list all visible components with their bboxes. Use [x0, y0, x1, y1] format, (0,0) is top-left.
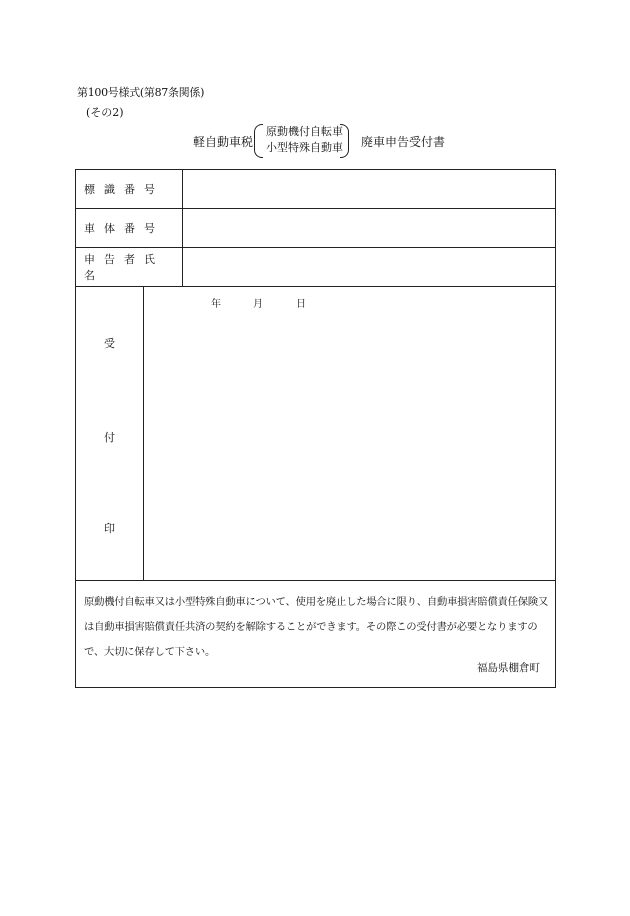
plate-number-row [76, 170, 555, 209]
date-day: 日 [296, 299, 306, 310]
plate-number-field[interactable] [184, 170, 555, 208]
stamp-char-attach: 付 [104, 431, 115, 444]
stamp-char-receive: 受 [104, 337, 115, 350]
plate-number-label: 標識番号 [76, 170, 183, 208]
stamp-char-seal: 印 [104, 522, 115, 535]
left-brace-icon [254, 124, 263, 158]
tax-name: 軽自動車税 [193, 135, 254, 149]
stamp-area[interactable] [144, 287, 555, 580]
declarant-name-label: 申告者氏名 [76, 248, 183, 286]
declarant-name-field[interactable] [184, 248, 555, 286]
vehicle-type-special: 小型特殊自動車 [266, 141, 343, 154]
sub-number: (その2) [86, 106, 124, 119]
document-name: 廃車申告受付書 [361, 135, 446, 149]
date-month: 月 [253, 299, 263, 310]
chassis-number-label: 車体番号 [76, 209, 183, 247]
declarant-name-row [76, 248, 555, 287]
issuer: 福島県棚倉町 [477, 662, 540, 674]
receipt-stamp-section [76, 287, 555, 581]
chassis-number-field[interactable] [184, 209, 555, 247]
notice-text: 原動機付自転車又は小型特殊自動車について、使用を廃止した場合に限り、自動車損害賠償責任保険又は自動車損害賠償責任共済の契約を解除することができます。その際この受付書が必要となりますので、大切に保存して下さい。 [84, 596, 549, 658]
vehicle-types [266, 124, 343, 156]
date-year: 年 [211, 299, 221, 310]
form-table [75, 169, 556, 688]
document-title [0, 120, 630, 168]
vehicle-type-moped: 原動機付自転車 [266, 125, 343, 138]
form-number: 第100号様式(第87条関係) [77, 86, 205, 99]
right-brace-icon [340, 124, 349, 158]
receipt-stamp-label [76, 287, 144, 580]
chassis-number-row [76, 209, 555, 248]
